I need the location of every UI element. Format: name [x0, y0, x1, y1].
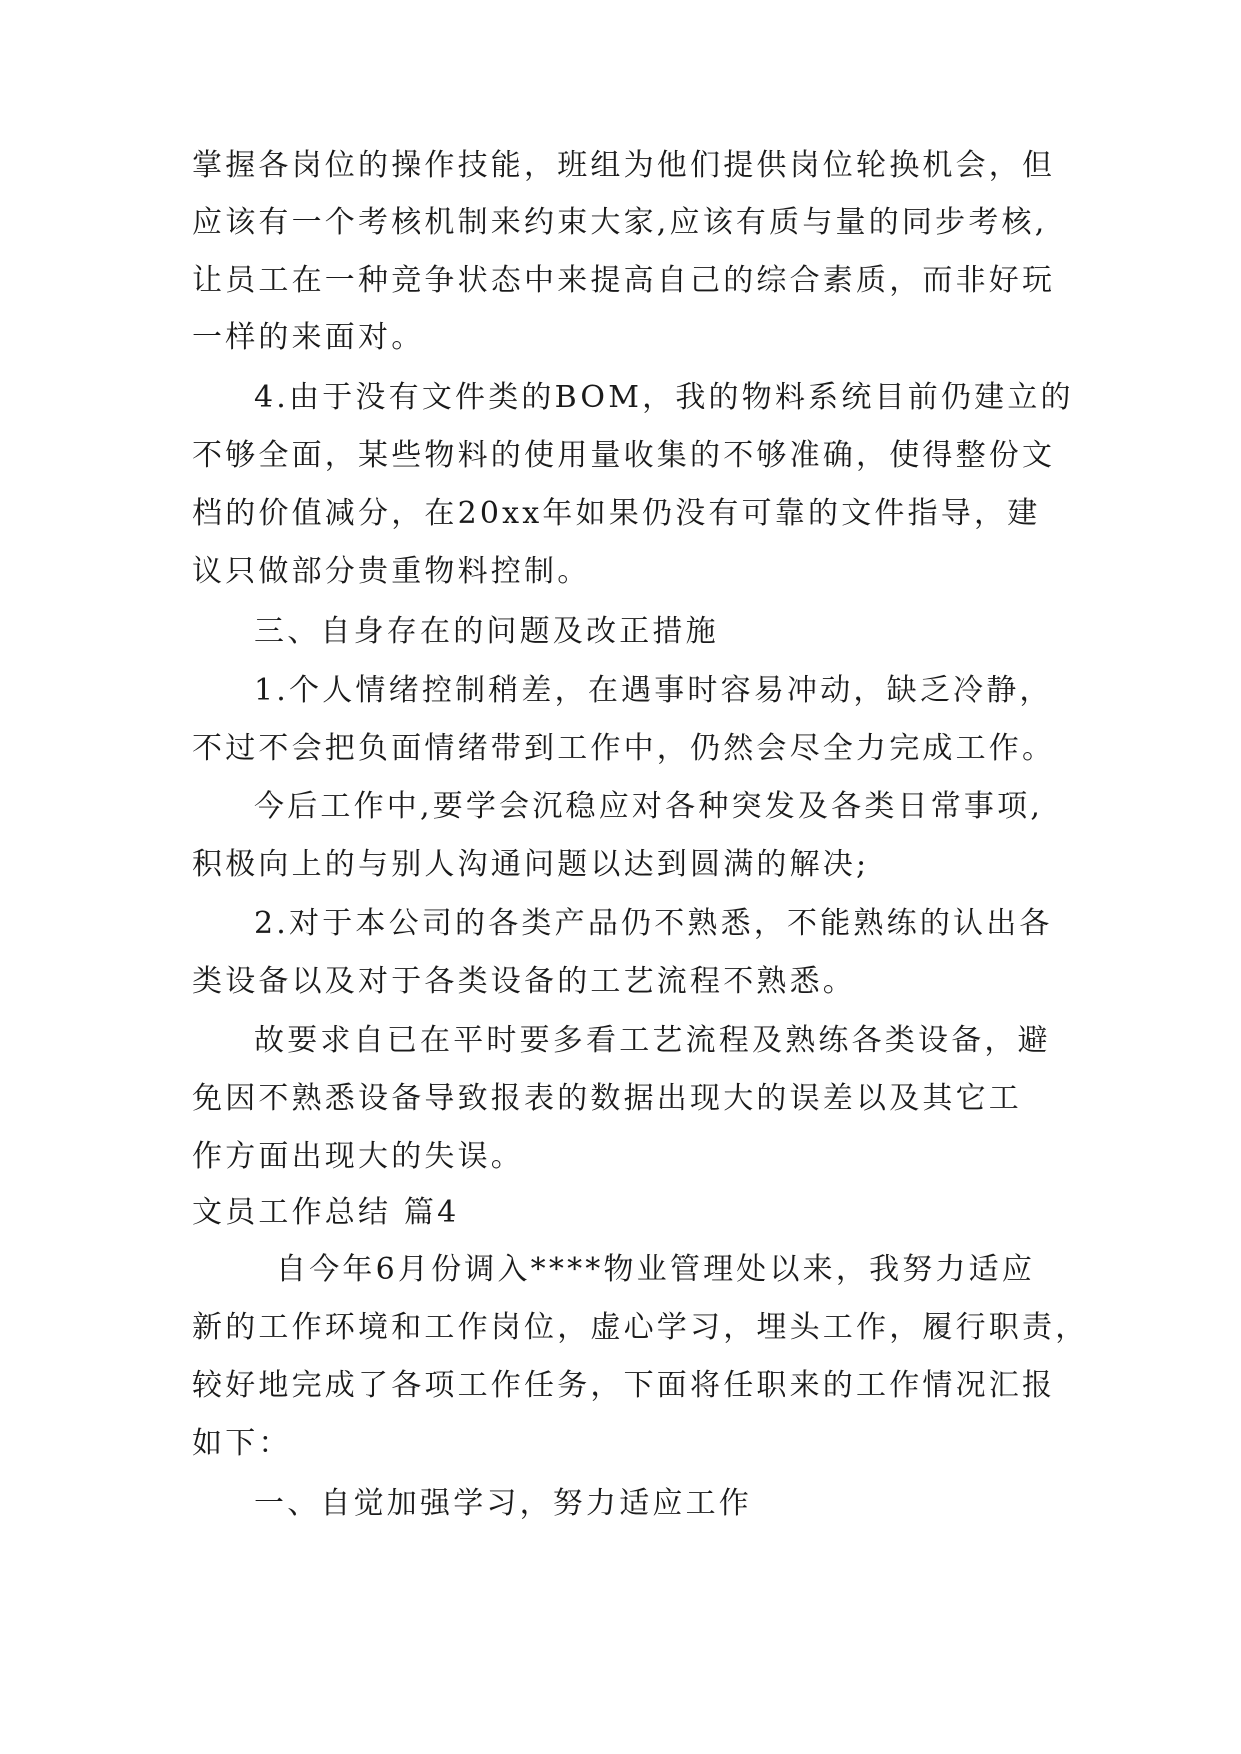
section-heading: 一、自觉加强学习，努力适应工作: [254, 1486, 752, 1521]
section-title: 文员工作总结 篇4: [192, 1195, 460, 1230]
paragraph-line: 较好地完成了各项工作任务，下面将任职来的工作情况汇报: [192, 1368, 1056, 1403]
paragraph-line: 今后工作中,要学会沉稳应对各种突发及各类日常事项,: [254, 789, 1044, 824]
paragraph-line: 让员工在一种竞争状态中来提高自己的综合素质，而非好玩: [192, 263, 1056, 298]
paragraph-line: 议只做部分贵重物料控制。: [192, 554, 591, 589]
paragraph-line: 一样的来面对。: [192, 320, 425, 355]
paragraph-line: 4.由于没有文件类的BOM，我的物料系统目前仍建立的: [254, 380, 1074, 415]
paragraph-line: 积极向上的与别人沟通问题以达到圆满的解决;: [192, 847, 870, 882]
paragraph-line: 2.对于本公司的各类产品仍不熟悉，不能熟练的认出各: [254, 906, 1053, 941]
paragraph-line: 自今年6月份调入****物业管理处以来，我努力适应: [276, 1252, 1036, 1287]
paragraph-line: 新的工作环境和工作岗位，虚心学习，埋头工作，履行职责，: [192, 1310, 1089, 1345]
paragraph-line: 如下：: [192, 1426, 292, 1461]
paragraph-line: 不过不会把负面情绪带到工作中，仍然会尽全力完成工作。: [192, 731, 1056, 766]
paragraph-line: 免因不熟悉设备导致报表的数据出现大的误差以及其它工: [192, 1081, 1022, 1116]
paragraph-line: 掌握各岗位的操作技能，班组为他们提供岗位轮换机会，但: [192, 148, 1056, 183]
section-heading: 三、自身存在的问题及改正措施: [254, 614, 719, 649]
paragraph-line: 作方面出现大的失误。: [192, 1139, 524, 1174]
paragraph-line: 档的价值减分，在20xx年如果仍没有可靠的文件指导，建: [192, 496, 1041, 531]
paragraph-line: 类设备以及对于各类设备的工艺流程不熟悉。: [192, 964, 856, 999]
paragraph-line: 故要求自已在平时要多看工艺流程及熟练各类设备，避: [254, 1023, 1051, 1058]
paragraph-line: 应该有一个考核机制来约束大家,应该有质与量的同步考核,: [192, 205, 1048, 240]
paragraph-line: 不够全面，某些物料的使用量收集的不够准确，使得整份文: [192, 438, 1056, 473]
paragraph-line: 1.个人情绪控制稍差，在遇事时容易冲动，缺乏冷静，: [254, 673, 1053, 708]
